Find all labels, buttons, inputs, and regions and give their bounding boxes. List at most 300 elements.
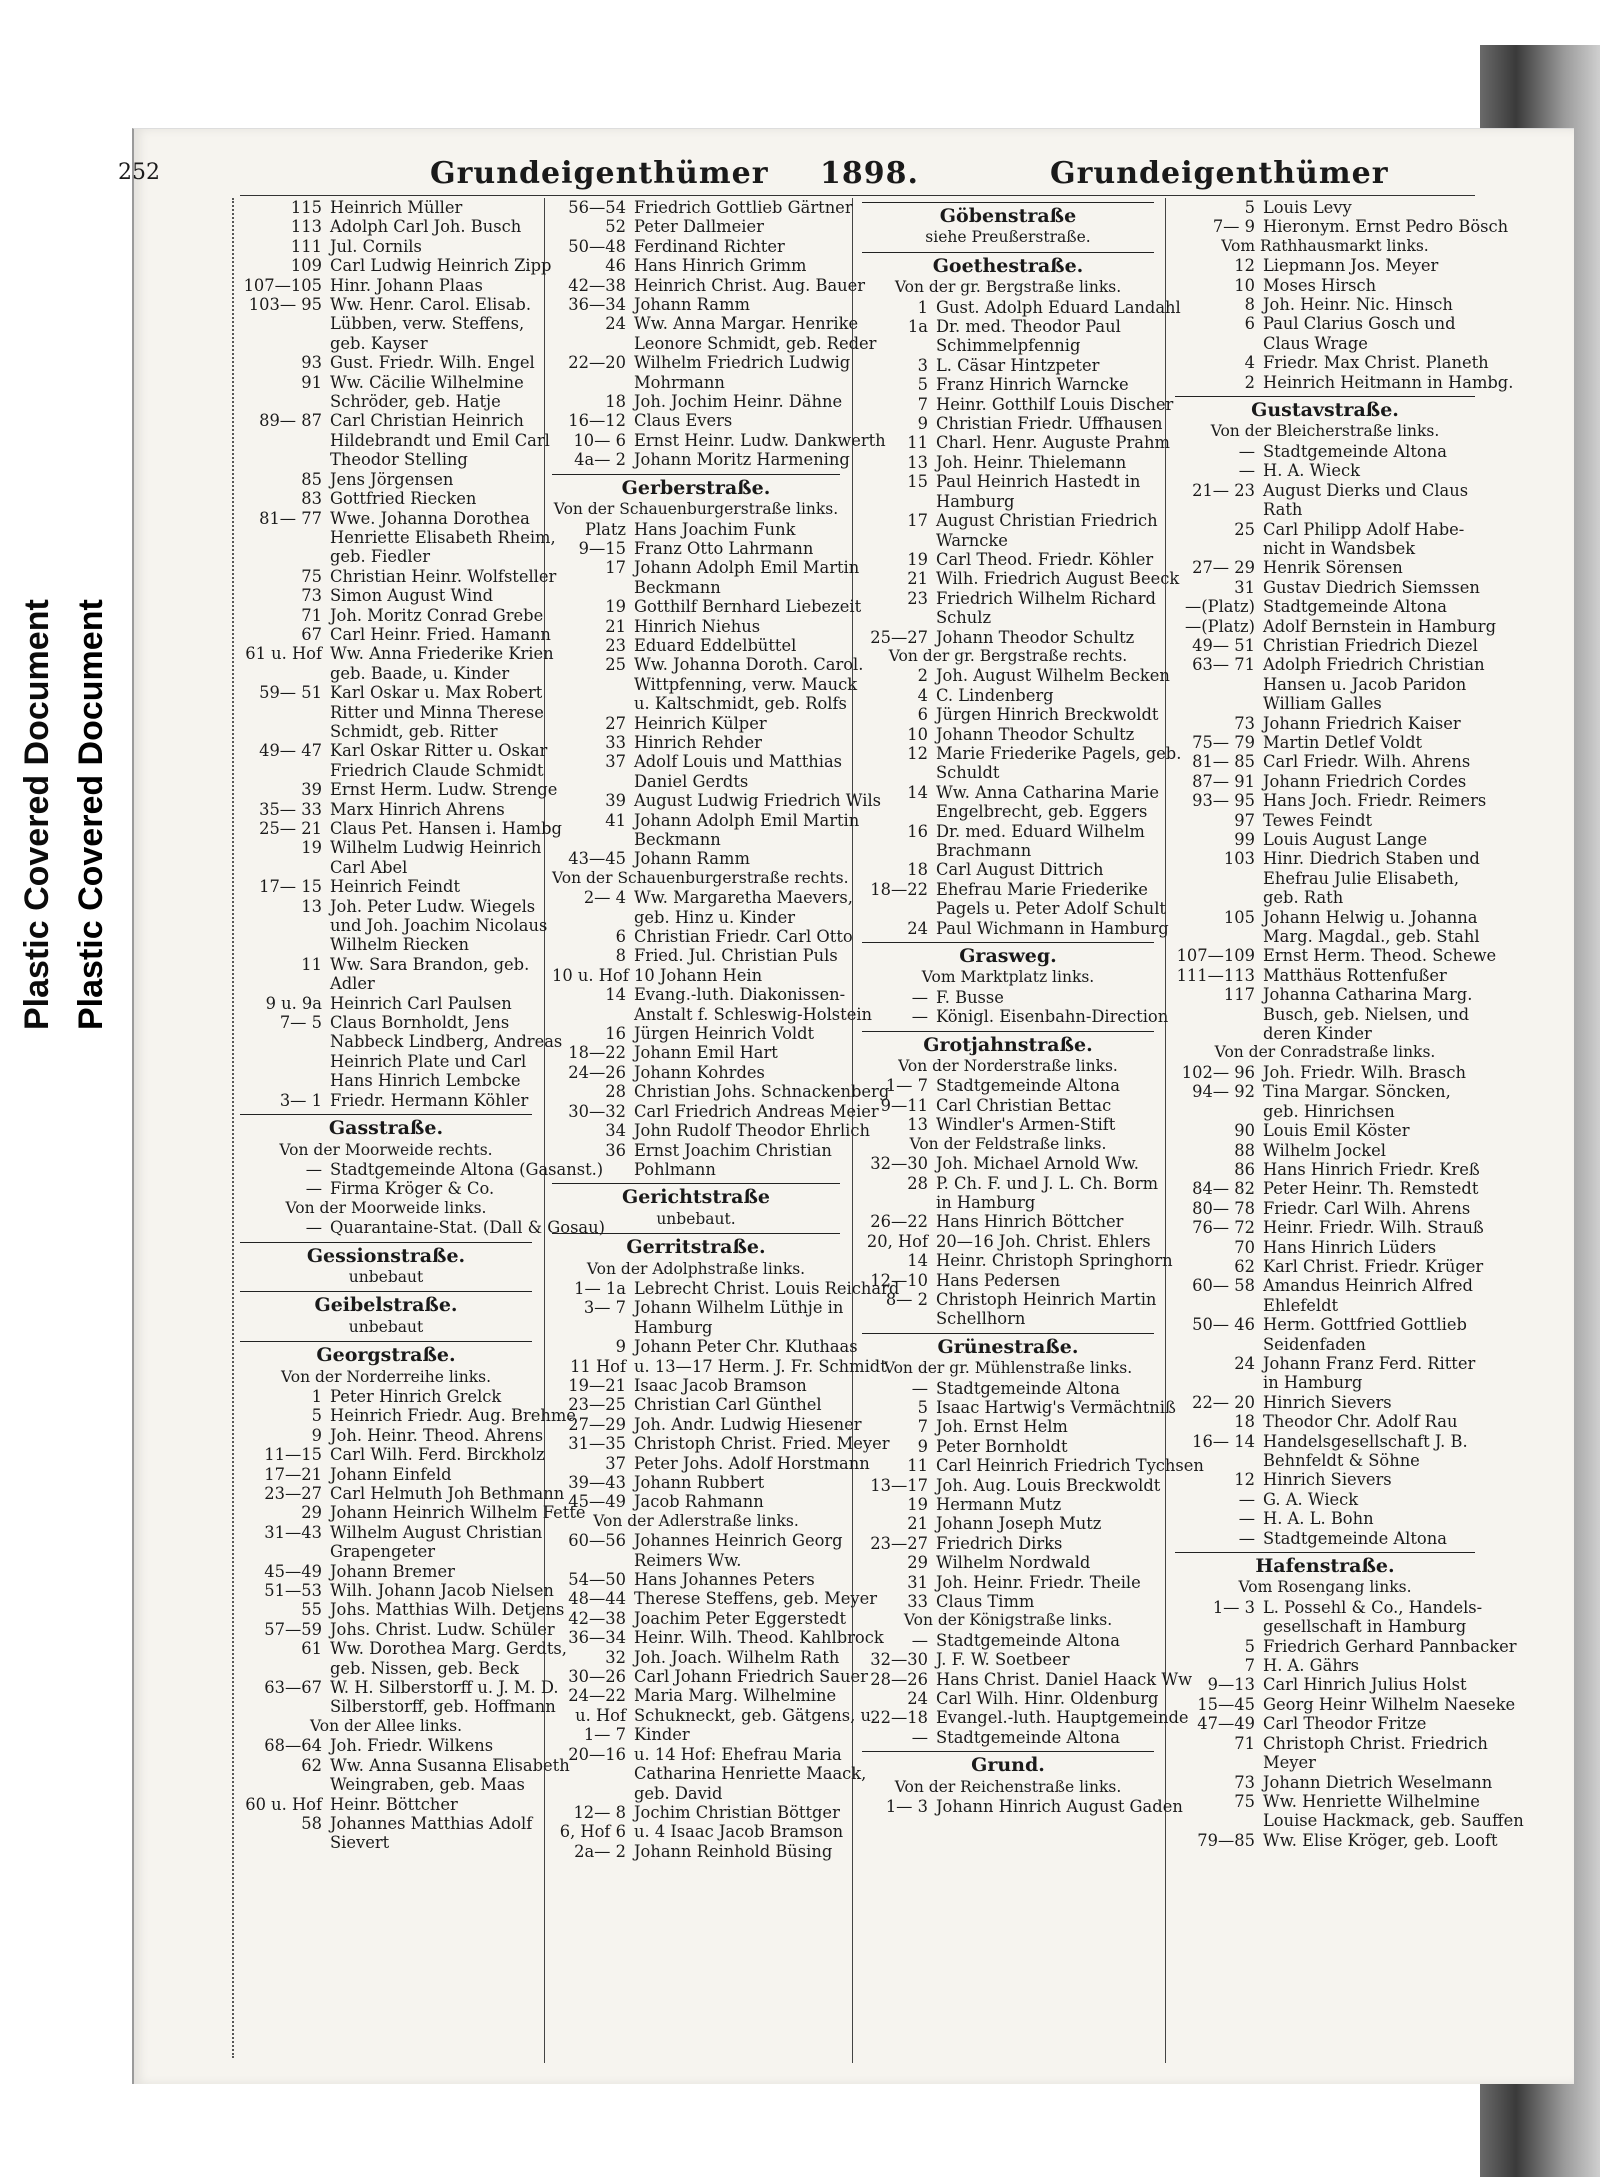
direction-note: Von der gr. Mühlenstraße links. bbox=[883, 1359, 1133, 1378]
owner-entry bbox=[552, 655, 864, 675]
house-number bbox=[552, 1551, 634, 1570]
house-number: 15—45 bbox=[1197, 1694, 1255, 1714]
owner-name: Joh. Andr. Ludwig Hiesener bbox=[634, 1414, 862, 1434]
owner-name: Henrik Sörensen bbox=[1263, 558, 1403, 578]
direction-note: Von der Adolphstraße links. bbox=[586, 1259, 806, 1278]
owner-entry bbox=[862, 1797, 1183, 1817]
owner-name: Maria Marg. Wilhelmine bbox=[634, 1686, 837, 1706]
house-number: 47—49 bbox=[1197, 1714, 1255, 1734]
owner-name: Marx Hinrich Ahrens bbox=[330, 799, 505, 819]
owner-entry bbox=[1175, 597, 1475, 616]
owner-name: Jens Jörgensen bbox=[330, 469, 454, 489]
owner-name: Carl Johann Friedrich Sauer bbox=[634, 1667, 868, 1687]
owner-name: Christian Friedr. Carl Otto bbox=[634, 927, 853, 947]
house-number: 115 bbox=[290, 198, 322, 217]
house-number: — bbox=[1238, 1489, 1255, 1509]
owner-entry bbox=[552, 1063, 840, 1082]
house-number bbox=[552, 1005, 634, 1024]
owner-entry bbox=[862, 880, 1154, 899]
owner-entry bbox=[862, 1708, 1189, 1728]
house-number: 1— 3 bbox=[885, 1797, 928, 1817]
owner-name: Henriette Elisabeth Rheim, bbox=[330, 527, 556, 547]
page-number: 252 bbox=[118, 160, 160, 185]
direction-note: Von der Adlerstraße links. bbox=[593, 1511, 799, 1530]
house-number: — bbox=[1238, 1528, 1255, 1548]
house-number: 22—20 bbox=[568, 353, 626, 373]
owner-name: Gustav Diedrich Siemssen bbox=[1263, 577, 1480, 597]
house-number: 61 u. Hof bbox=[245, 644, 322, 664]
owner-entry bbox=[552, 597, 862, 617]
owner-name: Adler bbox=[330, 974, 375, 994]
owner-name: Heinrich Friedr. Aug. Brehme bbox=[330, 1406, 576, 1426]
owner-name: Matthäus Rottenfußer bbox=[1263, 965, 1447, 985]
owner-entry bbox=[552, 830, 840, 849]
owner-name: Leonore Schmidt, geb. Reder bbox=[634, 333, 877, 353]
owner-entry bbox=[862, 453, 1154, 472]
house-number bbox=[552, 908, 634, 927]
owner-entry bbox=[552, 1141, 840, 1160]
owner-entry bbox=[240, 1465, 532, 1484]
owner-entry bbox=[240, 1052, 532, 1071]
house-number: 1a bbox=[907, 317, 928, 337]
house-number bbox=[240, 722, 330, 741]
house-number: 6 bbox=[1244, 314, 1255, 334]
owner-name: Marie Friederike Pagels, geb. bbox=[936, 743, 1182, 763]
owner-name: Joh. Moritz Conrad Grebe bbox=[330, 605, 544, 625]
house-number bbox=[862, 841, 936, 860]
directory-column-3 bbox=[862, 198, 1204, 1817]
owner-entry bbox=[240, 644, 554, 664]
street-note: unbebaut bbox=[348, 1267, 424, 1286]
owner-entry bbox=[1175, 276, 1475, 295]
owner-entry bbox=[1175, 256, 1475, 275]
owner-entry bbox=[552, 1434, 890, 1454]
owner-name: Christoph Christ. Fried. Meyer bbox=[634, 1434, 890, 1454]
owner-name: Jacob Rahmann bbox=[634, 1492, 764, 1512]
owner-entry bbox=[552, 1024, 840, 1043]
owner-entry bbox=[1175, 1490, 1475, 1509]
owner-entry bbox=[862, 1173, 1159, 1193]
house-number bbox=[862, 763, 936, 782]
house-number: 27 bbox=[605, 713, 626, 733]
street-heading: Grasweg. bbox=[862, 942, 1154, 968]
direction-note: Von der Allee links. bbox=[310, 1716, 462, 1735]
owner-name: Friedrich Gerhard Pannbacker bbox=[1263, 1636, 1517, 1656]
house-number: 11—15 bbox=[264, 1445, 322, 1465]
house-number: 17— 15 bbox=[259, 877, 322, 897]
house-number: 62 bbox=[1234, 1256, 1255, 1276]
house-number: 10 bbox=[907, 724, 928, 744]
owner-name: Simon August Wind bbox=[330, 586, 494, 606]
owner-name: Hinrich Sievers bbox=[1263, 1470, 1392, 1490]
direction-note: Von der gr. Bergstraße rechts. bbox=[888, 646, 1128, 665]
owner-name: Christian Heinr. Wolfsteller bbox=[330, 566, 557, 586]
owner-name: Stadtgemeinde Altona bbox=[936, 1378, 1120, 1398]
owner-name: Johann Kohrdes bbox=[634, 1062, 765, 1082]
owner-name: Hieronym. Ernst Pedro Bösch bbox=[1263, 217, 1509, 237]
direction-note: Von der Norderstraße links. bbox=[898, 1057, 1118, 1076]
owner-name: geb. David bbox=[634, 1783, 723, 1803]
owner-entry bbox=[1175, 1335, 1475, 1354]
owner-name: Karl Christ. Friedr. Krüger bbox=[1263, 1256, 1484, 1276]
owner-entry bbox=[240, 994, 532, 1013]
house-number: 61 bbox=[301, 1639, 322, 1659]
owner-entry bbox=[1175, 1714, 1475, 1733]
house-number: 23—27 bbox=[264, 1484, 322, 1503]
house-number: 22— 20 bbox=[1192, 1392, 1255, 1412]
owner-entry bbox=[862, 1456, 1204, 1476]
house-number: 24—22 bbox=[568, 1686, 626, 1706]
owner-entry bbox=[552, 752, 843, 772]
owner-entry bbox=[240, 1833, 532, 1852]
owner-name: Hans Hinrich Lembcke bbox=[330, 1071, 521, 1091]
owner-name: Martin Detlef Voldt bbox=[1263, 732, 1423, 752]
header-rule bbox=[240, 195, 1475, 196]
owner-name: gesellschaft in Hamburg bbox=[1263, 1617, 1467, 1637]
house-number bbox=[240, 1071, 330, 1090]
side-label-line-2: Plastic Covered Document bbox=[72, 599, 110, 1030]
house-number: 9 bbox=[311, 1425, 322, 1445]
owner-name: Hans Hinrich Lüders bbox=[1263, 1237, 1437, 1257]
house-number: — bbox=[1238, 441, 1255, 461]
house-number bbox=[240, 761, 330, 780]
owner-entry bbox=[552, 1376, 840, 1395]
house-number bbox=[1175, 1373, 1263, 1392]
house-number: 75 bbox=[301, 566, 322, 586]
owner-name: Hans Pedersen bbox=[936, 1270, 1061, 1290]
house-number: 76— 72 bbox=[1192, 1218, 1255, 1238]
house-number: 13—17 bbox=[870, 1475, 928, 1495]
owner-entry bbox=[862, 356, 1154, 375]
owner-name: Dr. med. Eduard Wilhelm bbox=[936, 821, 1145, 841]
owner-entry bbox=[1175, 752, 1475, 771]
owner-name: Schukneckt, geb. Gätgens, u. bbox=[634, 1705, 877, 1725]
owner-name: Stadtgemeinde Altona bbox=[936, 1076, 1120, 1096]
owner-entry bbox=[552, 198, 853, 217]
house-number: 19 bbox=[907, 549, 928, 569]
owner-entry bbox=[240, 1600, 565, 1620]
owner-name: Heinrich Külper bbox=[634, 713, 767, 733]
owner-name: Schuldt bbox=[936, 763, 1000, 783]
owner-name: Joh. Aug. Louis Breckwoldt bbox=[936, 1475, 1161, 1495]
owner-name: Heinr. Böttcher bbox=[330, 1794, 458, 1814]
owner-entry bbox=[552, 1648, 840, 1667]
owner-entry bbox=[1175, 558, 1475, 577]
owner-name: Claus Wrage bbox=[1263, 333, 1368, 353]
house-number: 75 bbox=[1234, 1791, 1255, 1811]
owner-name: Ww. Dorothea Marg. Gerdts, bbox=[330, 1639, 567, 1659]
owner-entry bbox=[862, 1193, 1154, 1212]
owner-entry bbox=[1175, 1432, 1475, 1451]
house-number: — bbox=[911, 987, 928, 1007]
owner-name: Hermann Mutz bbox=[936, 1495, 1062, 1514]
owner-name: Johann Theodor Schultz bbox=[936, 627, 1135, 647]
owner-entry bbox=[552, 636, 840, 655]
house-number: 52 bbox=[605, 217, 626, 237]
owner-entry bbox=[240, 877, 532, 896]
owner-entry bbox=[1175, 314, 1475, 333]
house-number bbox=[240, 664, 330, 683]
owner-entry bbox=[240, 353, 535, 373]
owner-name: Christian Carl Günthel bbox=[634, 1395, 822, 1415]
house-number: 20—16 bbox=[568, 1744, 626, 1764]
owner-name: John Rudolf Theodor Ehrlich bbox=[634, 1121, 870, 1141]
owner-name: Heinrich Plate und Carl bbox=[330, 1051, 527, 1071]
owner-name: Kinder bbox=[634, 1725, 690, 1745]
house-number: 60 u. Hof bbox=[245, 1794, 322, 1814]
owner-name: Georg Heinr Wilhelm Naeseke bbox=[1263, 1694, 1516, 1714]
owner-name: Johann Ramm bbox=[634, 849, 750, 869]
owner-entry bbox=[1175, 811, 1475, 830]
owner-name: Rath bbox=[1263, 500, 1303, 520]
owner-name: u. Kaltschmidt, geb. Rolfs bbox=[634, 694, 847, 714]
owner-entry bbox=[1175, 1412, 1475, 1431]
owner-entry bbox=[552, 578, 840, 597]
house-number: 21— 23 bbox=[1192, 480, 1255, 500]
house-number: 17 bbox=[605, 558, 626, 578]
house-number: 85 bbox=[301, 469, 322, 489]
owner-name: H. A. Wieck bbox=[1263, 461, 1360, 481]
owner-name: F. Busse bbox=[936, 987, 1004, 1007]
owner-entry bbox=[240, 527, 556, 547]
house-number: 13 bbox=[907, 452, 928, 472]
owner-name: Peter Hinrich Grelck bbox=[330, 1386, 502, 1406]
owner-entry bbox=[862, 918, 1169, 938]
owner-entry bbox=[240, 1445, 545, 1465]
owner-entry bbox=[552, 373, 840, 392]
owner-entry bbox=[862, 1115, 1154, 1134]
house-number: 63—67 bbox=[264, 1678, 322, 1698]
house-number: 80— 78 bbox=[1192, 1198, 1255, 1218]
owner-entry bbox=[1175, 675, 1475, 694]
owner-name: Anstalt f. Schleswig-Holstein bbox=[634, 1004, 873, 1024]
direction-note: Vom Rosengang links. bbox=[1238, 1578, 1412, 1597]
owner-entry bbox=[1175, 577, 1480, 597]
house-number: 33 bbox=[605, 732, 626, 752]
owner-name: Peter Heinr. Th. Remstedt bbox=[1263, 1179, 1479, 1199]
owner-name: Marg. Magdal., geb. Stahl bbox=[1263, 927, 1480, 947]
house-number: 107—109 bbox=[1176, 946, 1255, 966]
owner-entry bbox=[1175, 539, 1475, 558]
house-number: 17—21 bbox=[264, 1464, 322, 1484]
house-number bbox=[552, 675, 634, 694]
owner-entry bbox=[552, 714, 840, 733]
street-note: unbebaut bbox=[348, 1317, 424, 1336]
owner-entry bbox=[240, 780, 558, 800]
house-number: 9 bbox=[615, 1337, 626, 1357]
owner-name: Evang.-luth. Diakonissen- bbox=[634, 985, 846, 1005]
owner-entry bbox=[552, 1473, 840, 1492]
street-heading: Gessionstraße. bbox=[240, 1242, 532, 1268]
house-number: 31 bbox=[1234, 577, 1255, 597]
owner-entry bbox=[862, 1397, 1176, 1417]
street-heading: Gerberstraße. bbox=[552, 474, 840, 500]
owner-entry bbox=[1175, 869, 1475, 888]
owner-name: Nabbeck Lindberg, Andreas bbox=[330, 1032, 563, 1052]
house-number: 32—30 bbox=[870, 1154, 928, 1174]
owner-name: Eduard Eddelbüttel bbox=[634, 635, 797, 655]
owner-name: Hans Johannes Peters bbox=[634, 1570, 815, 1590]
owner-name: Stadtgemeinde Altona (Gasanst.) bbox=[330, 1159, 604, 1179]
house-number: 32—30 bbox=[870, 1650, 928, 1670]
owner-name: Carl Theodor Fritze bbox=[1263, 1714, 1427, 1734]
owner-name: Johann Rubbert bbox=[634, 1473, 765, 1492]
owner-name: Johs. Christ. Ludw. Schüler bbox=[330, 1619, 555, 1639]
owner-entry bbox=[862, 297, 1181, 317]
owner-entry bbox=[1175, 1791, 1480, 1811]
owner-name: Carl Abel bbox=[330, 857, 408, 877]
owner-name: Ww. Elise Kröger, geb. Looft bbox=[1263, 1830, 1498, 1850]
house-number: 5 bbox=[1244, 198, 1255, 217]
owner-name: August Ludwig Friedrich Wils bbox=[634, 791, 882, 811]
owner-entry bbox=[552, 1551, 840, 1570]
owner-name: geb. Baade, u. Kinder bbox=[330, 663, 510, 683]
house-number bbox=[862, 1309, 936, 1328]
house-number: 30—32 bbox=[568, 1101, 626, 1121]
owner-name: und Joh. Joachim Nicolaus bbox=[330, 916, 548, 936]
house-number: 45—49 bbox=[264, 1561, 322, 1581]
house-number bbox=[240, 1659, 330, 1678]
owner-name: Ww. Henr. Carol. Elisab. bbox=[330, 295, 532, 315]
owner-entry bbox=[1175, 1141, 1475, 1160]
house-number: 111—113 bbox=[1176, 965, 1255, 985]
owner-entry bbox=[1175, 733, 1475, 752]
running-head-right: Grundeigenthümer bbox=[1050, 156, 1389, 191]
owner-entry bbox=[1175, 1256, 1484, 1276]
owner-name: in Hamburg bbox=[936, 1192, 1036, 1212]
house-number: Platz bbox=[585, 519, 626, 539]
house-number: 9 bbox=[917, 1436, 928, 1456]
owner-entry bbox=[1175, 1772, 1493, 1792]
owner-name: Carl Friedr. Wilh. Ahrens bbox=[1263, 752, 1471, 772]
owner-entry bbox=[1175, 946, 1497, 966]
owner-name: Hans Hinrich Böttcher bbox=[936, 1212, 1124, 1232]
owner-name: Schellhorn bbox=[936, 1309, 1026, 1329]
house-number bbox=[240, 858, 330, 877]
house-number: 19 bbox=[907, 1495, 928, 1514]
owner-entry bbox=[862, 1631, 1154, 1650]
owner-name: Johann Joseph Mutz bbox=[936, 1514, 1102, 1534]
owner-name: Joh. Peter Ludw. Wiegels bbox=[330, 896, 536, 916]
owner-entry bbox=[862, 394, 1174, 414]
owner-name: geb. Rath bbox=[1263, 888, 1344, 908]
house-number: 14 bbox=[907, 1251, 928, 1271]
house-number: 45—49 bbox=[568, 1492, 626, 1512]
owner-entry bbox=[1175, 500, 1475, 519]
house-number bbox=[240, 314, 330, 333]
house-number: 4 bbox=[917, 685, 928, 705]
house-number: 24 bbox=[605, 314, 626, 334]
owner-entry bbox=[552, 888, 853, 908]
owner-name: Carl Philipp Adolf Habe- bbox=[1263, 519, 1465, 539]
owner-entry bbox=[552, 849, 840, 868]
house-number: 7— 5 bbox=[279, 1013, 322, 1033]
owner-name: Johann Friedrich Cordes bbox=[1263, 771, 1467, 791]
house-number: 8 bbox=[615, 946, 626, 966]
owner-name: Joh. Heinr. Theod. Ahrens bbox=[330, 1425, 544, 1445]
owner-entry bbox=[240, 916, 548, 936]
house-number: 1— 7 bbox=[583, 1725, 626, 1745]
direction-note: Vom Marktplatz links. bbox=[921, 968, 1095, 987]
margin-dot-rule bbox=[232, 198, 238, 2058]
owner-entry bbox=[552, 772, 840, 791]
owner-name: Carl Wilh. Hinr. Oldenburg bbox=[936, 1689, 1159, 1709]
owner-entry bbox=[1175, 1005, 1475, 1024]
owner-entry bbox=[1175, 1102, 1475, 1121]
house-number: 75— 79 bbox=[1192, 732, 1255, 752]
house-number: 9 bbox=[917, 414, 928, 434]
owner-entry bbox=[240, 664, 532, 683]
owner-entry bbox=[862, 1437, 1154, 1456]
owner-name: Schmidt, geb. Ritter bbox=[330, 721, 498, 741]
owner-name: Louis Emil Köster bbox=[1263, 1121, 1410, 1141]
owner-name: G. A. Wieck bbox=[1263, 1489, 1359, 1509]
owner-entry bbox=[552, 927, 853, 947]
owner-entry bbox=[1175, 198, 1475, 217]
house-number: 37 bbox=[605, 1453, 626, 1473]
house-number: 19 bbox=[301, 838, 322, 858]
house-number: 99 bbox=[1234, 830, 1255, 849]
owner-entry bbox=[552, 791, 882, 811]
owner-name: Theodor Stelling bbox=[330, 450, 468, 470]
house-number: 16— 14 bbox=[1192, 1431, 1255, 1451]
owner-entry bbox=[1175, 1656, 1475, 1675]
house-number: 15 bbox=[907, 472, 928, 492]
house-number bbox=[1175, 334, 1263, 353]
owner-entry bbox=[240, 450, 532, 469]
house-number: 67 bbox=[301, 624, 322, 644]
house-number bbox=[1175, 888, 1263, 907]
owner-entry bbox=[1175, 1753, 1475, 1772]
owner-name: Gust. Friedr. Wilh. Engel bbox=[330, 353, 535, 373]
owner-entry bbox=[240, 373, 532, 392]
house-number: 5 bbox=[311, 1406, 322, 1426]
house-number: 7— 9 bbox=[1212, 217, 1255, 237]
house-number bbox=[240, 547, 330, 566]
owner-name: Joh. Friedr. Wilh. Brasch bbox=[1263, 1062, 1466, 1082]
house-number: 23 bbox=[605, 635, 626, 655]
owner-name: Friedr. Max Christ. Planeth bbox=[1263, 353, 1489, 373]
owner-entry bbox=[1175, 1830, 1498, 1850]
owner-name: Liepmann Jos. Meyer bbox=[1263, 256, 1439, 276]
owner-name: Louis Levy bbox=[1263, 198, 1352, 217]
owner-entry bbox=[240, 470, 532, 489]
house-number: — bbox=[911, 1727, 928, 1747]
owner-name: Wittpfenning, verw. Mauck bbox=[634, 674, 858, 694]
owner-name: Fried. Jul. Christian Puls bbox=[634, 946, 838, 966]
owner-entry bbox=[240, 858, 532, 877]
owner-name: Jochim Christian Böttger bbox=[634, 1802, 840, 1822]
owner-entry bbox=[862, 1212, 1154, 1231]
owner-entry bbox=[862, 743, 1182, 763]
house-number: 24 bbox=[907, 918, 928, 938]
owner-entry bbox=[1175, 1238, 1475, 1257]
owner-name: Heinrich Christ. Aug. Bauer bbox=[634, 275, 866, 295]
owner-entry bbox=[240, 430, 550, 450]
owner-entry bbox=[240, 896, 536, 916]
owner-entry bbox=[1175, 655, 1485, 675]
owner-entry bbox=[552, 1160, 840, 1179]
owner-entry bbox=[862, 1728, 1154, 1747]
owner-entry bbox=[862, 686, 1154, 705]
house-number: 39 bbox=[605, 791, 626, 811]
house-number: 54—50 bbox=[568, 1570, 626, 1590]
owner-entry bbox=[552, 430, 886, 450]
owner-name: Joh. Ernst Helm bbox=[936, 1417, 1068, 1437]
owner-name: Hinr. Diedrich Staben und bbox=[1263, 849, 1480, 869]
owner-name: August Christian Friedrich bbox=[936, 511, 1158, 531]
house-number: 21 bbox=[605, 616, 626, 636]
